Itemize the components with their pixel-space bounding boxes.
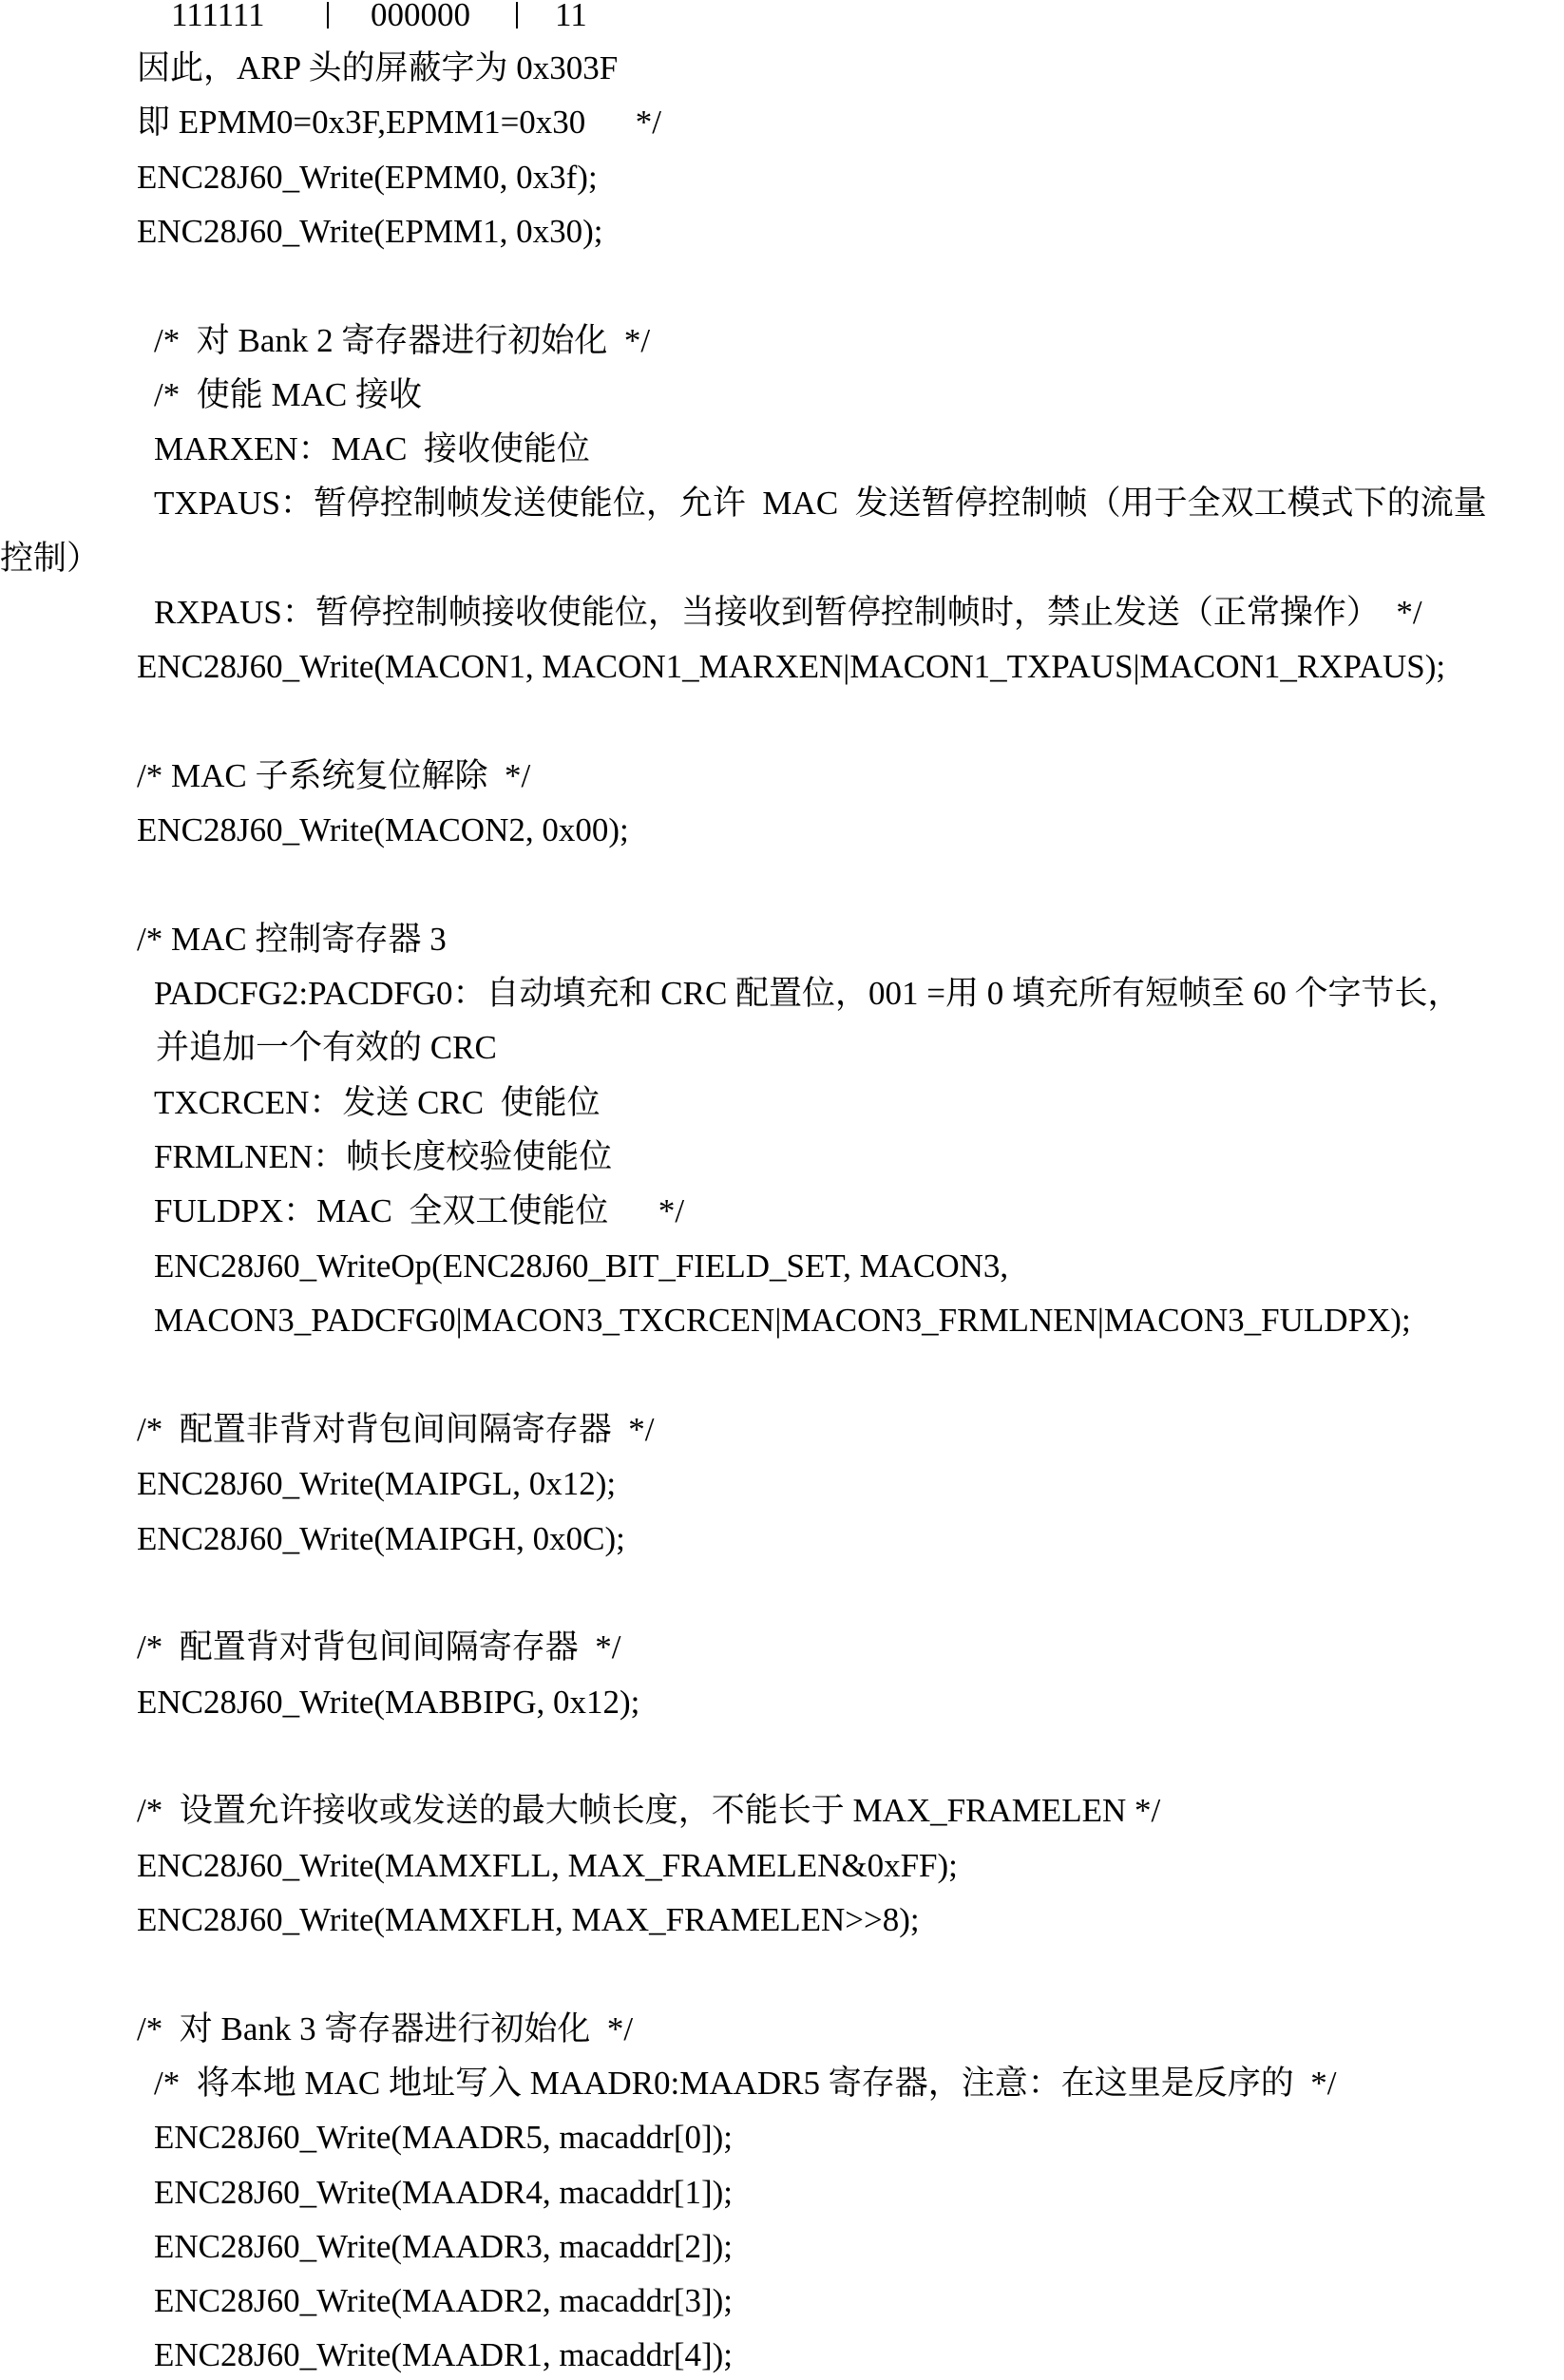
- code-line: MACON3_PADCFG0|MACON3_TXCRCEN|MACON3_FRMLNEN|MACON3_FULDPX);: [154, 1302, 1411, 1339]
- code-line: ENC28J60_Write(MAIPGL, 0x12);: [137, 1465, 617, 1502]
- table-cell-col2: 000000: [371, 0, 470, 33]
- code-line: ENC28J60_Write(MAMXFLH, MAX_FRAMELEN>>8);: [137, 1901, 920, 1938]
- code-line: ENC28J60_Write(EPMM1, 0x30);: [137, 213, 603, 250]
- column-separator: [516, 2, 518, 29]
- comment-line: TXPAUS：暂停控制帧发送使能位，允许 MAC 发送暂停控制帧（用于全双工模式下的流量: [154, 485, 1487, 522]
- code-line: ENC28J60_Write(MAIPGH, 0x0C);: [137, 1520, 625, 1557]
- code-line: ENC28J60_Write(MAADR1, macaddr[4]);: [154, 2336, 734, 2373]
- comment-line: /* 配置背对背包间间隔寄存器 */: [137, 1628, 621, 1666]
- comment-line: MARXEN：MAC 接收使能位: [154, 430, 590, 467]
- comment-line: /* 将本地 MAC 地址写入 MAADR0:MAADR5 寄存器，注意：在这里是反序的 */: [154, 2065, 1337, 2102]
- comment-line: 并追加一个有效的 CRC: [156, 1029, 497, 1066]
- text-line: 即 EPMM0=0x3F,EPMM1=0x30 */: [137, 104, 662, 141]
- comment-line: /* MAC 子系统复位解除 */: [137, 757, 531, 794]
- table-cell-col1: 111111: [171, 0, 265, 33]
- comment-line: /* 使能 MAC 接收: [154, 376, 422, 413]
- table-cell-col3: 11: [555, 0, 587, 33]
- code-line: ENC28J60_Write(MABBIPG, 0x12);: [137, 1684, 640, 1721]
- comment-line: /* 配置非背对背包间间隔寄存器 */: [137, 1411, 655, 1448]
- comment-line: RXPAUS：暂停控制帧接收使能位，当接收到暂停控制帧时，禁止发送（正常操作） */: [154, 594, 1422, 631]
- comment-line: 控制）: [0, 540, 101, 577]
- code-line: ENC28J60_Write(MACON1, MACON1_MARXEN|MACON1_TXPAUS|MACON1_RXPAUS);: [137, 648, 1446, 685]
- code-line: ENC28J60_Write(MAADR5, macaddr[0]);: [154, 2119, 734, 2156]
- code-line: ENC28J60_Write(MACON2, 0x00);: [137, 811, 629, 848]
- code-line: ENC28J60_Write(MAADR4, macaddr[1]);: [154, 2174, 734, 2211]
- comment-line: /* 对 Bank 2 寄存器进行初始化 */: [154, 322, 651, 359]
- code-line: ENC28J60_Write(MAADR2, macaddr[3]);: [154, 2282, 734, 2319]
- code-line: ENC28J60_Write(MAMXFLL, MAX_FRAMELEN&0xFF);: [137, 1847, 958, 1884]
- comment-line: FULDPX：MAC 全双工使能位 */: [154, 1192, 685, 1229]
- text-line: 因此，ARP 头的屏蔽字为 0x303F: [137, 49, 619, 86]
- code-line: ENC28J60_Write(MAADR3, macaddr[2]);: [154, 2228, 734, 2265]
- column-separator: [327, 2, 329, 29]
- code-line: ENC28J60_WriteOp(ENC28J60_BIT_FIELD_SET, MACON3,: [154, 1247, 1009, 1285]
- comment-line: PADCFG2:PACDFG0：自动填充和 CRC 配置位，001 =用 0 填充所有短帧至 60 个字节长，: [154, 975, 1461, 1012]
- comment-line: FRMLNEN：帧长度校验使能位: [154, 1138, 613, 1175]
- comment-line: /* 对 Bank 3 寄存器进行初始化 */: [137, 2010, 634, 2047]
- comment-line: /* MAC 控制寄存器 3: [137, 921, 447, 958]
- code-line: ENC28J60_Write(EPMM0, 0x3f);: [137, 159, 598, 196]
- comment-line: /* 设置允许接收或发送的最大帧长度，不能长于 MAX_FRAMELEN */: [137, 1792, 1161, 1829]
- comment-line: TXCRCEN：发送 CRC 使能位: [154, 1084, 601, 1121]
